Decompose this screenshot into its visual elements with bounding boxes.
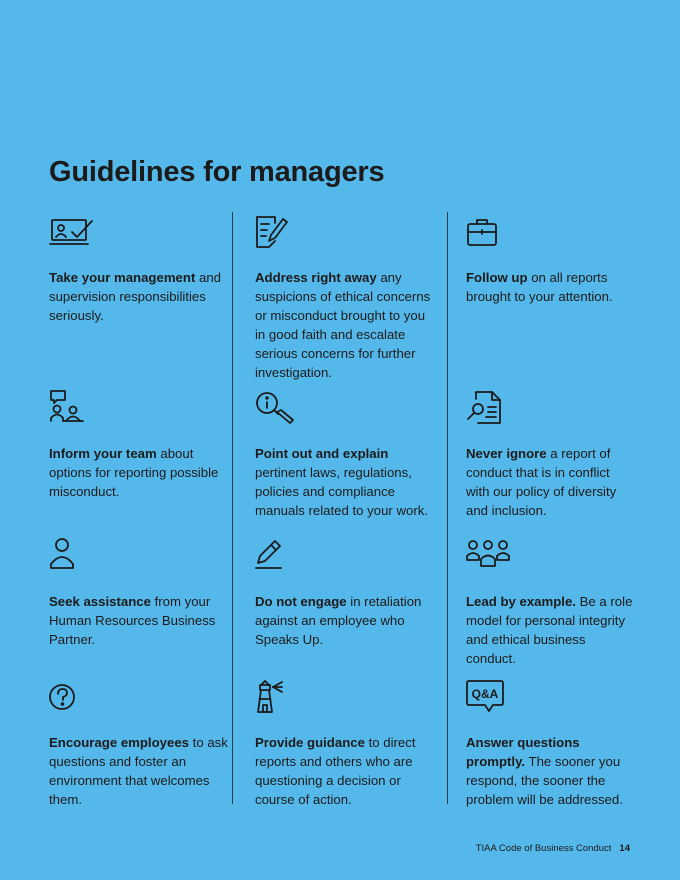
guideline-bold: Seek assistance xyxy=(49,594,151,609)
guideline-item xyxy=(466,214,636,306)
guideline-item xyxy=(466,538,636,668)
info-magnifier-icon xyxy=(255,390,303,426)
guideline-item xyxy=(255,390,435,520)
guideline-bold: Answer questions promptly. xyxy=(466,735,580,769)
qa-bubble-text: Q&A xyxy=(471,687,499,701)
guideline-bold: Never ignore xyxy=(466,446,547,461)
pencil-icon xyxy=(255,538,303,574)
guideline-item xyxy=(466,679,636,809)
guideline-item xyxy=(255,538,435,649)
guideline-item xyxy=(466,390,636,520)
guideline-text: pertinent laws, regulations, policies and compliance manuals related to your work. xyxy=(255,465,428,518)
guideline-bold: Address right away xyxy=(255,270,377,285)
guideline-text: on all reports brought to your attention. xyxy=(466,270,613,304)
guideline-bold: Do not engage xyxy=(255,594,347,609)
page-number: 14 xyxy=(619,843,630,854)
guideline-text: to direct reports and others who are questioning a decision or course of action. xyxy=(255,735,416,807)
guideline-bold: Provide guidance xyxy=(255,735,365,750)
group-icon xyxy=(466,538,514,574)
guideline-text: in retaliation against an employee who Speaks Up. xyxy=(255,594,422,647)
guideline-item xyxy=(49,214,229,325)
guideline-bold: Encourage employees xyxy=(49,735,189,750)
page-footer xyxy=(476,843,630,854)
lighthouse-icon xyxy=(255,679,303,715)
footer-doc-title: TIAA Code of Business Conduct xyxy=(475,843,612,854)
guideline-item xyxy=(49,538,229,649)
guideline-text: about options for reporting possible misconduct. xyxy=(49,446,219,499)
guideline-bold: Take your management xyxy=(49,270,196,285)
guideline-text: a report of conduct that is in conflict with our policy of diversity and inclusion. xyxy=(466,446,617,518)
briefcase-icon xyxy=(466,214,514,250)
question-circle-icon xyxy=(49,679,97,715)
document-pen-icon xyxy=(255,214,303,250)
guideline-item xyxy=(255,214,435,382)
guideline-text: to ask questions and foster an environment that welcomes them. xyxy=(49,735,228,807)
guideline-text: from your Human Resources Business Partner. xyxy=(49,594,216,647)
guideline-item xyxy=(49,390,229,501)
guideline-text: Be a role model for personal integrity and ethical business conduct. xyxy=(466,594,633,666)
guideline-bold: Point out and explain xyxy=(255,446,389,461)
guideline-text: The sooner you respond, the sooner the problem will be addressed. xyxy=(466,754,623,807)
document-search-icon xyxy=(466,390,514,426)
guideline-bold: Lead by example. xyxy=(466,594,576,609)
column-divider xyxy=(447,212,448,804)
person-icon xyxy=(49,538,97,574)
guideline-bold: Follow up xyxy=(466,270,528,285)
guideline-text: any suspicions of ethical concerns or misconduct brought to you in good faith and escalate serious concerns for further investigation. xyxy=(255,270,431,380)
guideline-item xyxy=(49,679,229,809)
qa-bubble-icon xyxy=(466,679,514,715)
team-chat-icon xyxy=(49,390,97,426)
guideline-item xyxy=(255,679,435,809)
column-divider xyxy=(232,212,233,804)
presentation-check-icon xyxy=(49,214,97,250)
page-title: Guidelines for managers xyxy=(49,156,385,188)
guideline-text: and supervision responsibilities seriously. xyxy=(49,270,222,323)
guideline-bold: Inform your team xyxy=(49,446,157,461)
